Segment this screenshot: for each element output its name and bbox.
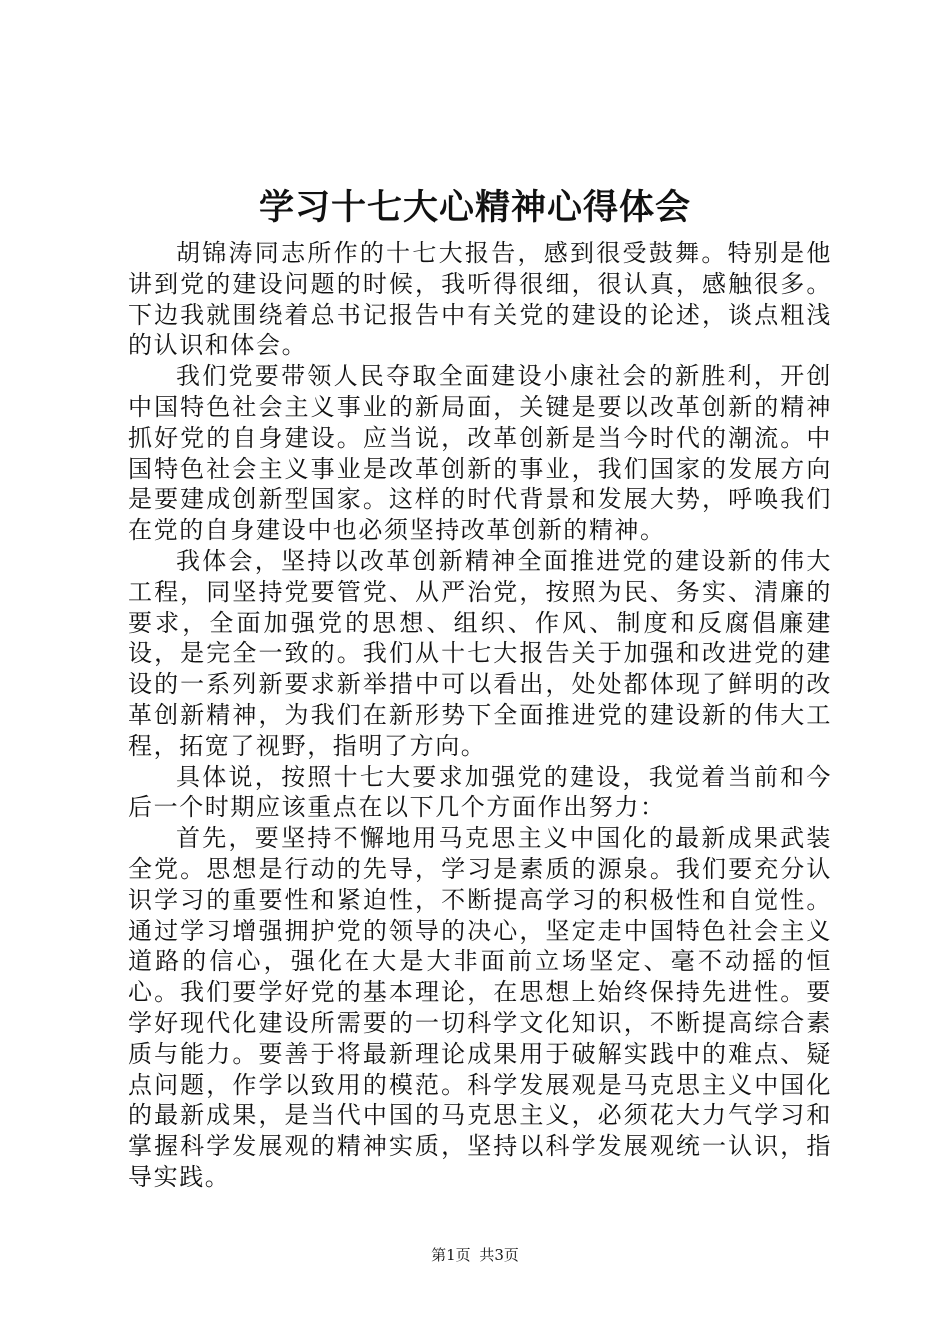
paragraph-1: 胡锦涛同志所作的十七大报告，感到很受鼓舞。特别是他讲到党的建设问题的时候，我听得很细，很认真，感触很多。下边我就围绕着总书记报告中有关党的建设的论述，谈点粗浅的认识和体会。 [128, 239, 832, 360]
paragraph-3: 我体会，坚持以改革创新精神全面推进党的建设新的伟大工程，同坚持党要管党、从严治党，按照为民、务实、清廉的要求，全面加强党的思想、组织、作风、制度和反腐倡廉建设，是完全一致的。我们从十七大报告关于加强和改进党的建设的一系列新要求新举措中可以看出，处处都体现了鲜明的改革创新精神，为我们在新形势下全面推进党的建设新的伟大工程，拓宽了视野，指明了方向。 [128, 546, 832, 760]
document-body [128, 238, 832, 1193]
document-title: 学习十七大心精神心得体会 [258, 187, 691, 228]
page-number: 第1页 [431, 1246, 471, 1264]
paragraph-4: 具体说，按照十七大要求加强党的建设，我觉着当前和今后一个时期应该重点在以下几个方面作出努力： [128, 762, 832, 822]
paragraph-2: 我们党要带领人民夺取全面建设小康社会的新胜利，开创中国特色社会主义事业的新局面，关键是要以改革创新的精神抓好党的自身建设。应当说，改革创新是当今时代的潮流。中国特色社会主义事业是改革创新的事业，我们国家的发展方向是要建成创新型国家。这样的时代背景和发展大势，呼唤我们在党的自身建设中也必须坚持改革创新的精神。 [128, 362, 832, 545]
page-footer [0, 1244, 950, 1266]
page-total: 共3页 [479, 1246, 519, 1264]
paragraph-5: 首先，要坚持不懈地用马克思主义中国化的最新成果武装全党。思想是行动的先导，学习是素质的源泉。我们要充分认识学习的重要性和紧迫性，不断提高学习的积极性和自觉性。通过学习增强拥护党的领导的决心，坚定走中国特色社会主义道路的信心，强化在大是大非面前立场坚定、毫不动摇的恒心。我们要学好党的基本理论，在思想上始终保持先进性。要学好现代化建设所需要的一切科学文化知识，不断提高综合素质与能力。要善于将最新理论成果用于破解实践中的难点、疑点问题，作学以致用的模范。科学发展观是马克思主义中国化的最新成果，是当代中国的马克思主义，必须花大力气学习和掌握科学发展观的精神实质，坚持以科学发展观统一认识，指导实践。 [128, 824, 832, 1191]
